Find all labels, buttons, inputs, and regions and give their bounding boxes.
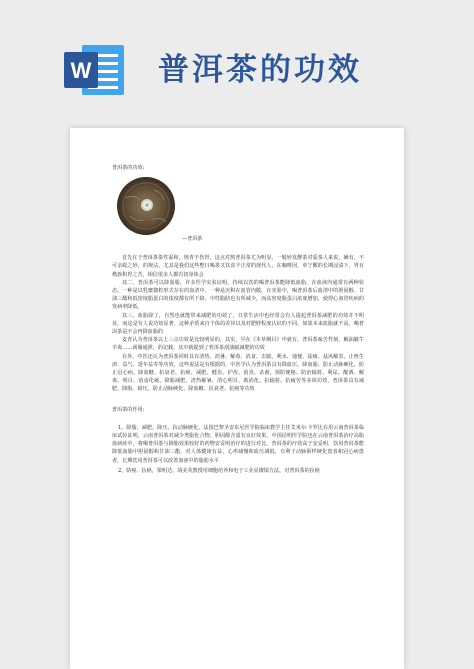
pu-erh-tea-cake-image — [116, 176, 176, 236]
paragraph: 在外，中医还认为普洱茶同时具有清热、消暑、解毒、消食、去腻、利水、通便、祛痰、祛风解表、止咳生津、益气、延年益寿等功效，这些说法是有根据的，中医学认为普洱茶具有降血压、降血脂、防止动脉硬化、防止冠心病、降血糖、抗衰老、抗癌、减肥、健齿、护齿、消炎、杀菌、预防便秘、防治辐射、利尿、醒酒、解毒、明目、消食化痰、降脂减肥、清热解暑、清心明目、助消化、抗辐射、抗疲劳等多项功效，普洱茶具有减肥、降脂、降压、防止动脉硬化、降血糖、抗衰老、抗癌等功效 — [112, 353, 364, 393]
svg-text:W: W — [70, 58, 92, 83]
image-caption: —普洱茶 — [182, 236, 203, 243]
document-heading: 普洱茶的功效: — [112, 165, 145, 171]
document-content — [112, 164, 364, 477]
paragraph: 其三，血脂降了，自然也就能带来减肥的功效了，日常生活中也经常会有人提起普洱茶减肥的功效并不明显，而这是有人说功效显著，这种矛盾来自个体的差异以及对肥胖程度认识的不同，如果本来血脂就不高，喝普洱茶是不会再降血脂的 — [112, 312, 364, 336]
paragraph: 麦青认为普洱茶以上三点功效是比较明显的，其实，早在《本草纲目》中就有，普洱茶味苦性刻，解油腻牛羊毒……刮肠通泄，的记载，其中就提到了普洱茶刮油腻减肥的功效 — [112, 337, 364, 352]
tea-figure — [112, 174, 364, 252]
list-item: 2、防癌、抗癌，梁明达、胡美英教授用细胞培养和电子工业显微镜方法，对普洱茶的抗癌 — [118, 467, 320, 474]
word-icon — [62, 42, 126, 98]
page-banner — [0, 0, 474, 110]
paragraph: 首先在于普洱茶茶性温和，规青不伤胃，这点对熬普洱茶尤为明显，一般轻发酵茶对爱茶人来说，确有，不可亲绽之妙，的规沾，尤其是我们这些整日喝茶又饮食不正常的现代人，在咖啡因，单宁酸的长期浸渍下，胃有楷族积胃之苦，相信很多人都有切身体会 — [112, 255, 364, 278]
list-item: 1、降脂、减肥、降压、抗动脉硬化，法国巴黎圣安东尼医学院临床教学主任艾米尔·卡罗比在用云南普洱茶临床试验证明，云南普洱茶对减少类脂化合物、胆固醇含量有良好效果，中国昆明医学院也在云南普洱茶治疗高脂血病症中，将喝普洱茶与降脂效果较好的药物安妥明治疗的进行对比，普洱茶的疗效高于安妥明，饮用普洱茶能降低血脂中胆固醇和甘油三酯，对人体健康有益，心率减慢和血压减低，有利于动脉粥样硬化患者和冠心病患者，长期饮用普洱茶可以改善血液中的脂肪水平 — [112, 424, 364, 464]
banner-title: 普洱茶的功效 — [158, 52, 362, 88]
document-page — [70, 128, 404, 669]
section-title: 普洱茶的作用: — [112, 406, 145, 413]
paragraph: 其二，普洱茶可以降血脂，许多医学实验证明，持续以饮的喝普洱茶能降低血脂，在血液内通常有两种状态，一种是以乳糜微粒形式存在的血清中，一种是沉积在血管内膜，在实验中，喝普洱茶后血清中的胆固醇、甘油三酯和低密度脂蛋白的浓度都有所下降，中性脂肪也有所减少，而高密度脂蛋白浓度增加，使得心血管疾病的发病率降低。 — [112, 279, 364, 311]
